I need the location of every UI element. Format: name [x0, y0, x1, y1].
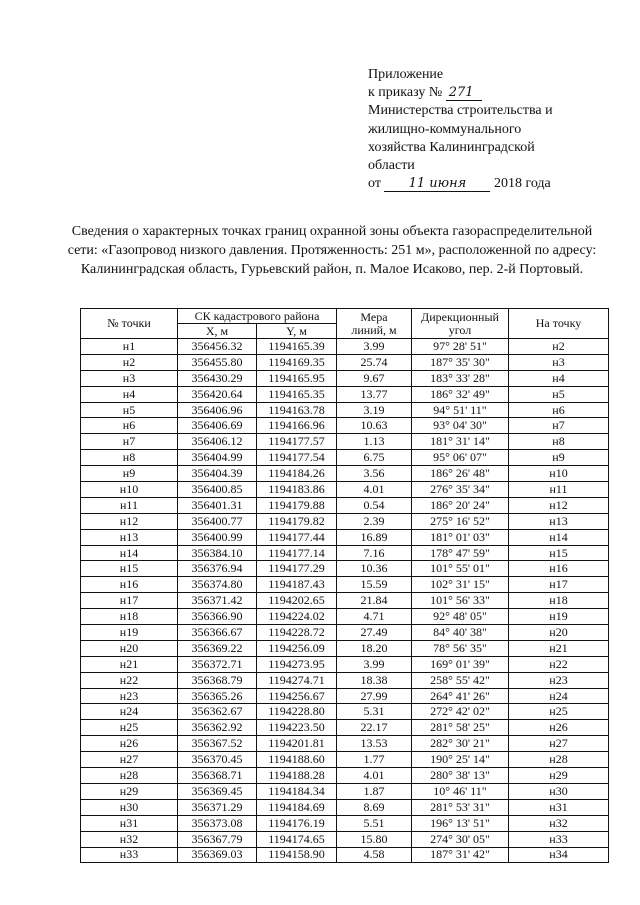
x-cell: 356400.99	[178, 529, 257, 545]
to-point-cell: н16	[509, 561, 609, 577]
to-point-cell: н29	[509, 768, 609, 784]
point-cell: н8	[81, 450, 178, 466]
x-cell: 356367.79	[178, 831, 257, 847]
y-cell: 1194158.90	[257, 847, 337, 863]
measure-cell: 22.17	[337, 720, 412, 736]
to-point-cell: н9	[509, 450, 609, 466]
measure-cell: 5.31	[337, 704, 412, 720]
to-point-cell: н5	[509, 386, 609, 402]
x-cell: 356368.79	[178, 672, 257, 688]
table-row	[81, 497, 609, 513]
point-cell: н26	[81, 736, 178, 752]
x-cell: 356370.45	[178, 752, 257, 768]
direction-cell: 264° 41' 26"	[412, 688, 509, 704]
x-cell: 356420.64	[178, 386, 257, 402]
y-cell: 1194177.14	[257, 545, 337, 561]
measure-cell: 18.20	[337, 640, 412, 656]
table-row	[81, 513, 609, 529]
x-cell: 356404.99	[178, 450, 257, 466]
point-cell: н20	[81, 640, 178, 656]
y-cell: 1194163.78	[257, 402, 337, 418]
x-cell: 356369.22	[178, 640, 257, 656]
y-cell: 1194256.09	[257, 640, 337, 656]
measure-cell: 4.58	[337, 847, 412, 863]
ministry-line-2: жилищно-коммунального	[368, 121, 522, 137]
y-cell: 1194184.34	[257, 783, 337, 799]
measure-cell: 4.71	[337, 609, 412, 625]
table-row	[81, 720, 609, 736]
direction-cell: 93° 04' 30"	[412, 418, 509, 434]
table-row	[81, 831, 609, 847]
y-cell: 1194165.39	[257, 339, 337, 355]
x-cell: 356430.29	[178, 370, 257, 386]
y-cell: 1194165.95	[257, 370, 337, 386]
date-handwritten: 11 июня	[384, 177, 490, 192]
measure-cell: 3.56	[337, 466, 412, 482]
measure-cell: 3.99	[337, 656, 412, 672]
measure-cell: 18.38	[337, 672, 412, 688]
header-measure	[337, 309, 412, 339]
x-cell: 356367.52	[178, 736, 257, 752]
y-cell: 1194201.81	[257, 736, 337, 752]
x-cell: 356406.96	[178, 402, 257, 418]
measure-cell: 13.53	[337, 736, 412, 752]
x-cell: 356401.31	[178, 497, 257, 513]
y-cell: 1194188.60	[257, 752, 337, 768]
header-to-point: На точку	[509, 309, 609, 339]
point-cell: н29	[81, 783, 178, 799]
point-cell: н15	[81, 561, 178, 577]
measure-cell: 2.39	[337, 513, 412, 529]
table-row	[81, 783, 609, 799]
to-point-cell: н21	[509, 640, 609, 656]
y-cell: 1194202.65	[257, 593, 337, 609]
to-point-cell: н30	[509, 783, 609, 799]
point-cell: н18	[81, 609, 178, 625]
y-cell: 1194228.80	[257, 704, 337, 720]
point-cell: н1	[81, 339, 178, 355]
to-point-cell: н8	[509, 434, 609, 450]
table-row	[81, 752, 609, 768]
y-cell: 1194179.82	[257, 513, 337, 529]
x-cell: 356368.71	[178, 768, 257, 784]
point-cell: н31	[81, 815, 178, 831]
direction-cell: 169° 01' 39"	[412, 656, 509, 672]
y-cell: 1194177.29	[257, 561, 337, 577]
point-cell: н24	[81, 704, 178, 720]
point-cell: н13	[81, 529, 178, 545]
direction-cell: 272° 42' 02"	[412, 704, 509, 720]
measure-cell: 10.36	[337, 561, 412, 577]
x-cell: 356369.03	[178, 847, 257, 863]
table-row	[81, 529, 609, 545]
point-cell: н10	[81, 482, 178, 498]
x-cell: 356455.80	[178, 354, 257, 370]
to-point-cell: н7	[509, 418, 609, 434]
y-cell: 1194228.72	[257, 625, 337, 641]
order-prefix: к приказу №	[368, 85, 443, 101]
header-measure-label: Мера линий, м	[351, 309, 397, 337]
x-cell: 356456.32	[178, 339, 257, 355]
measure-cell: 6.75	[337, 450, 412, 466]
order-number: 271	[446, 86, 482, 101]
to-point-cell: н19	[509, 609, 609, 625]
measure-cell: 3.19	[337, 402, 412, 418]
measure-cell: 25.74	[337, 354, 412, 370]
direction-cell: 101° 55' 01"	[412, 561, 509, 577]
table-row	[81, 625, 609, 641]
direction-cell: 258° 55' 42"	[412, 672, 509, 688]
direction-cell: 101° 56' 33"	[412, 593, 509, 609]
measure-cell: 1.87	[337, 783, 412, 799]
table-row	[81, 577, 609, 593]
direction-cell: 186° 26' 48"	[412, 466, 509, 482]
to-point-cell: н6	[509, 402, 609, 418]
x-cell: 356406.69	[178, 418, 257, 434]
x-cell: 356366.90	[178, 609, 257, 625]
appendix-block	[368, 66, 628, 193]
y-cell: 1194179.88	[257, 497, 337, 513]
point-cell: н14	[81, 545, 178, 561]
to-point-cell: н24	[509, 688, 609, 704]
direction-cell: 187° 31' 42"	[412, 847, 509, 863]
to-point-cell: н17	[509, 577, 609, 593]
point-cell: н32	[81, 831, 178, 847]
direction-cell: 190° 25' 14"	[412, 752, 509, 768]
direction-cell: 281° 58' 25"	[412, 720, 509, 736]
header-direction	[412, 309, 509, 339]
table-row	[81, 482, 609, 498]
measure-cell: 16.89	[337, 529, 412, 545]
point-cell: н30	[81, 799, 178, 815]
to-point-cell: н11	[509, 482, 609, 498]
to-point-cell: н20	[509, 625, 609, 641]
y-cell: 1194174.65	[257, 831, 337, 847]
y-cell: 1194184.69	[257, 799, 337, 815]
y-cell: 1194274.71	[257, 672, 337, 688]
x-cell: 356376.94	[178, 561, 257, 577]
x-cell: 356371.42	[178, 593, 257, 609]
measure-cell: 7.16	[337, 545, 412, 561]
header-ck: СК кадастрового района	[178, 309, 337, 324]
table-row	[81, 545, 609, 561]
measure-cell: 13.77	[337, 386, 412, 402]
measure-cell: 9.67	[337, 370, 412, 386]
direction-cell: 196° 13' 51"	[412, 815, 509, 831]
direction-cell: 102° 31' 15"	[412, 577, 509, 593]
table-row	[81, 609, 609, 625]
y-cell: 1194187.43	[257, 577, 337, 593]
y-cell: 1194177.54	[257, 450, 337, 466]
header-point: № точки	[81, 309, 178, 339]
point-cell: н6	[81, 418, 178, 434]
y-cell: 1194256.67	[257, 688, 337, 704]
y-cell: 1194184.26	[257, 466, 337, 482]
direction-cell: 94° 51' 11"	[412, 402, 509, 418]
date-suffix: 2018 года	[493, 176, 551, 192]
x-cell: 356369.45	[178, 783, 257, 799]
y-cell: 1194183.86	[257, 482, 337, 498]
direction-cell: 78° 56' 35"	[412, 640, 509, 656]
table-row	[81, 640, 609, 656]
x-cell: 356365.26	[178, 688, 257, 704]
point-cell: н9	[81, 466, 178, 482]
direction-cell: 10° 46' 11"	[412, 783, 509, 799]
x-cell: 356366.67	[178, 625, 257, 641]
direction-cell: 280° 38' 13"	[412, 768, 509, 784]
to-point-cell: н15	[509, 545, 609, 561]
table-row	[81, 561, 609, 577]
direction-cell: 181° 31' 14"	[412, 434, 509, 450]
y-cell: 1194223.50	[257, 720, 337, 736]
date-line	[368, 175, 628, 193]
measure-cell: 1.77	[337, 752, 412, 768]
direction-cell: 274° 30' 05"	[412, 831, 509, 847]
y-cell: 1194176.19	[257, 815, 337, 831]
point-cell: н12	[81, 513, 178, 529]
points-table-body	[81, 339, 609, 863]
to-point-cell: н33	[509, 831, 609, 847]
intro-heading: Сведения о характерных точках границ охранной зоны объекта газораспределительной сети: «Газопровод низкого давления. Протяженность: 251 м», расположенной по адресу: Калининградская область, Гурьевский район, п. Малое Исаково, пер. 2-й Портовый.	[67, 224, 597, 277]
direction-cell: 181° 01' 03"	[412, 529, 509, 545]
table-row	[81, 434, 609, 450]
measure-cell: 10.63	[337, 418, 412, 434]
to-point-cell: н4	[509, 370, 609, 386]
x-cell: 356372.71	[178, 656, 257, 672]
direction-cell: 84° 40' 38"	[412, 625, 509, 641]
direction-cell: 178° 47' 59"	[412, 545, 509, 561]
table-row	[81, 386, 609, 402]
y-cell: 1194273.95	[257, 656, 337, 672]
measure-cell: 8.69	[337, 799, 412, 815]
header-y: Y, м	[257, 324, 337, 339]
measure-cell: 15.80	[337, 831, 412, 847]
point-cell: н19	[81, 625, 178, 641]
x-cell: 356362.92	[178, 720, 257, 736]
ministry-line-3: хозяйства Калининградской	[368, 139, 535, 155]
to-point-cell: н26	[509, 720, 609, 736]
table-row	[81, 593, 609, 609]
direction-cell: 97° 28' 51"	[412, 339, 509, 355]
x-cell: 356371.29	[178, 799, 257, 815]
table-row	[81, 450, 609, 466]
table-row	[81, 815, 609, 831]
point-cell: н17	[81, 593, 178, 609]
to-point-cell: н12	[509, 497, 609, 513]
direction-cell: 95° 06' 07"	[412, 450, 509, 466]
direction-cell: 275° 16' 52"	[412, 513, 509, 529]
ministry-line-4: области	[368, 158, 415, 174]
point-cell: н7	[81, 434, 178, 450]
table-row	[81, 418, 609, 434]
measure-cell: 4.01	[337, 482, 412, 498]
direction-cell: 282° 30' 21"	[412, 736, 509, 752]
point-cell: н25	[81, 720, 178, 736]
y-cell: 1194165.35	[257, 386, 337, 402]
measure-cell: 5.51	[337, 815, 412, 831]
x-cell: 356400.85	[178, 482, 257, 498]
direction-cell: 276° 35' 34"	[412, 482, 509, 498]
point-cell: н28	[81, 768, 178, 784]
direction-cell: 187° 35' 30"	[412, 354, 509, 370]
point-cell: н27	[81, 752, 178, 768]
table-row	[81, 768, 609, 784]
x-cell: 356362.67	[178, 704, 257, 720]
y-cell: 1194169.35	[257, 354, 337, 370]
to-point-cell: н3	[509, 354, 609, 370]
point-cell: н21	[81, 656, 178, 672]
y-cell: 1194224.02	[257, 609, 337, 625]
to-point-cell: н22	[509, 656, 609, 672]
to-point-cell: н27	[509, 736, 609, 752]
y-cell: 1194177.44	[257, 529, 337, 545]
date-prefix: от	[368, 176, 381, 192]
direction-cell: 183° 33' 28"	[412, 370, 509, 386]
order-line	[368, 84, 628, 102]
table-row	[81, 402, 609, 418]
x-cell: 356404.39	[178, 466, 257, 482]
to-point-cell: н32	[509, 815, 609, 831]
point-cell: н23	[81, 688, 178, 704]
x-cell: 356384.10	[178, 545, 257, 561]
table-row	[81, 672, 609, 688]
y-cell: 1194188.28	[257, 768, 337, 784]
point-cell: н33	[81, 847, 178, 863]
measure-cell: 1.13	[337, 434, 412, 450]
measure-cell: 15.59	[337, 577, 412, 593]
measure-cell: 0.54	[337, 497, 412, 513]
measure-cell: 3.99	[337, 339, 412, 355]
x-cell: 356373.08	[178, 815, 257, 831]
table-row	[81, 354, 609, 370]
measure-cell: 21.84	[337, 593, 412, 609]
point-cell: н4	[81, 386, 178, 402]
points-table	[80, 308, 609, 863]
to-point-cell: н2	[509, 339, 609, 355]
table-row	[81, 736, 609, 752]
ministry-line-1: Министерства строительства и	[368, 103, 553, 119]
to-point-cell: н25	[509, 704, 609, 720]
to-point-cell: н31	[509, 799, 609, 815]
to-point-cell: н13	[509, 513, 609, 529]
table-row	[81, 799, 609, 815]
table-row	[81, 704, 609, 720]
table-row	[81, 370, 609, 386]
table-row	[81, 656, 609, 672]
table-row	[81, 847, 609, 863]
y-cell: 1194177.57	[257, 434, 337, 450]
point-cell: н3	[81, 370, 178, 386]
to-point-cell: н18	[509, 593, 609, 609]
y-cell: 1194166.96	[257, 418, 337, 434]
direction-cell: 186° 20' 24"	[412, 497, 509, 513]
x-cell: 356374.80	[178, 577, 257, 593]
to-point-cell: н34	[509, 847, 609, 863]
x-cell: 356400.77	[178, 513, 257, 529]
to-point-cell: н10	[509, 466, 609, 482]
direction-cell: 281° 53' 31"	[412, 799, 509, 815]
header-direction-label: Дирекционный угол	[421, 309, 499, 337]
header-x: X, м	[178, 324, 257, 339]
point-cell: н11	[81, 497, 178, 513]
table-row	[81, 339, 609, 355]
measure-cell: 27.49	[337, 625, 412, 641]
x-cell: 356406.12	[178, 434, 257, 450]
direction-cell: 92° 48' 05"	[412, 609, 509, 625]
measure-cell: 27.99	[337, 688, 412, 704]
direction-cell: 186° 32' 49"	[412, 386, 509, 402]
point-cell: н22	[81, 672, 178, 688]
measure-cell: 4.01	[337, 768, 412, 784]
point-cell: н5	[81, 402, 178, 418]
to-point-cell: н23	[509, 672, 609, 688]
appendix-title: Приложение	[368, 67, 444, 82]
table-row	[81, 466, 609, 482]
table-row	[81, 688, 609, 704]
point-cell: н16	[81, 577, 178, 593]
to-point-cell: н14	[509, 529, 609, 545]
point-cell: н2	[81, 354, 178, 370]
to-point-cell: н28	[509, 752, 609, 768]
